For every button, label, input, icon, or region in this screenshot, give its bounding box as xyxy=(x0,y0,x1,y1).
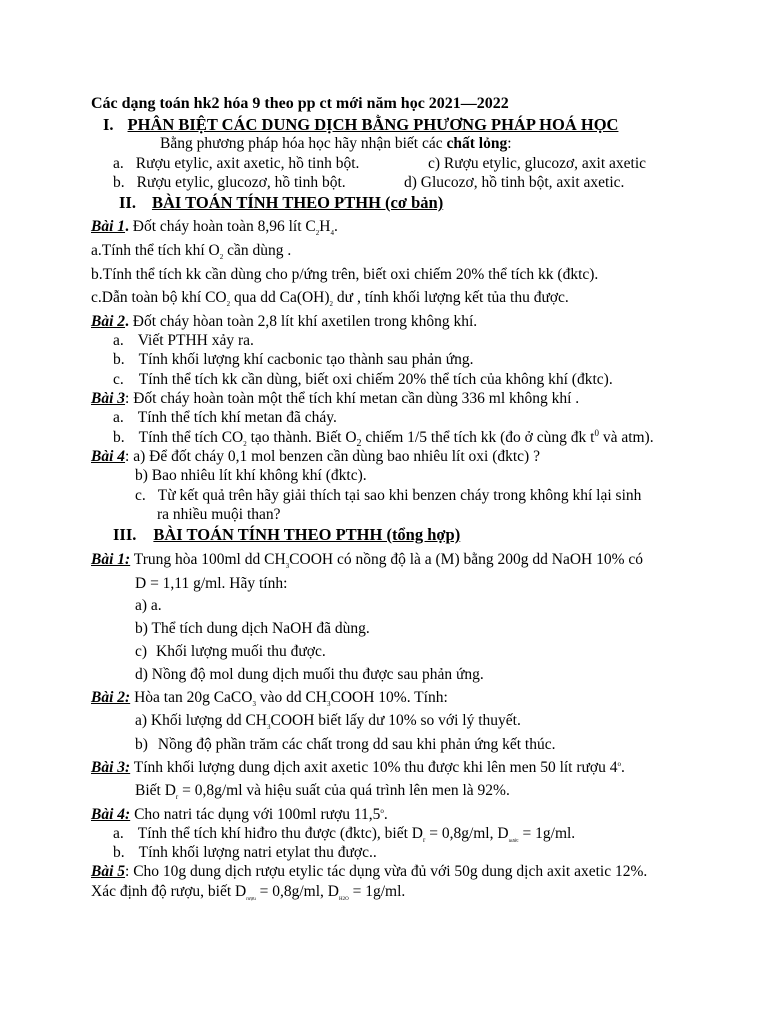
exercise-label: Bài 4: xyxy=(91,806,131,823)
question-label: a. xyxy=(113,409,124,426)
exercise-label: Bài 3: xyxy=(91,759,131,776)
exercise-text: COOH có nồng độ là a (M) bằng 200g dd NaOH 10% có xyxy=(289,551,644,568)
s2-bai-1: Bài 1. Đốt cháy hoàn toàn 8,96 lít $C_2H_4$. xyxy=(91,218,338,238)
s3-bai-3-line2 xyxy=(135,781,510,800)
exercise-text: Tính khối lượng dung dịch axit axetic 10% thu được khi lên men 50 lít rượu 4 xyxy=(130,759,618,776)
exercise-text: COOH 10%. Tính: xyxy=(330,689,448,706)
question-label: c. xyxy=(113,371,124,388)
s2-bai-2: Bài 2. Đốt cháy hòan toàn 2,8 lít khí axetilen trong không khí. xyxy=(91,313,478,330)
section-3-heading xyxy=(113,525,460,544)
s3-bai-2-a xyxy=(135,711,521,730)
section-number: III. xyxy=(113,525,137,544)
subscript: rượu xyxy=(246,897,256,903)
question-text: Khối lượng muối thu được. xyxy=(156,643,326,660)
question-text: COOH biết lấy dư 10% so với lý thuyết. xyxy=(270,712,521,729)
option-b xyxy=(113,173,346,192)
s3-bai-1-b xyxy=(135,619,370,638)
s2-bai-3-a xyxy=(113,408,337,427)
question-label: b. xyxy=(113,844,125,861)
option-d xyxy=(404,173,624,192)
question-text: Tính thể tích khí hiđro thu được (đktc), biết D xyxy=(137,825,423,842)
subscript: 2 xyxy=(219,253,224,262)
question-label: b) xyxy=(135,620,148,637)
question-text: Tính khối lượng natri etylat thu được.. xyxy=(138,844,377,861)
section-title: BÀI TOÁN TÍNH THEO PTHH (tổng hợp) xyxy=(153,525,461,544)
option-a xyxy=(113,154,359,173)
exercise-text: : Đốt cháy hoàn toàn một thể tích khí metan cần dùng 336 ml không khí . xyxy=(125,390,580,407)
s3-bai-2-b xyxy=(135,735,555,754)
superscript: 0 xyxy=(594,427,599,438)
question-text: Tính thể tích khí metan đã cháy. xyxy=(137,409,337,426)
s2-bai-4-b xyxy=(135,466,367,485)
intro-end: : xyxy=(507,135,512,152)
question-text: qua dd Ca(OH) xyxy=(230,289,330,306)
question-text: tạo thành. Biết O xyxy=(246,429,357,446)
question-text: a. xyxy=(150,597,162,614)
s2-bai-4-c-cont: ra nhiều muội than? xyxy=(157,506,281,523)
exercise-text: H xyxy=(319,218,331,235)
superscript: o xyxy=(380,806,384,815)
question-label: a. xyxy=(113,332,124,349)
intro-text: Bằng phương pháp hóa học hãy nhận biết các xyxy=(160,135,447,152)
question-label: b. xyxy=(113,351,125,368)
subscript: r xyxy=(175,793,179,802)
s3-bai-4-b xyxy=(113,843,377,862)
s2-bai-4-c xyxy=(135,486,641,505)
question-text: Viết PTHH xảy ra. xyxy=(137,332,254,349)
subscript: r xyxy=(422,836,426,845)
subscript: 2 xyxy=(226,300,231,309)
exercise-text: . xyxy=(621,759,625,776)
option-text: Rượu etylic, glucozơ, hồ tinh bột. xyxy=(136,174,346,191)
exercise-text: Trung hòa 100ml dd CH xyxy=(130,551,286,568)
exercise-label: Bài 3 xyxy=(91,390,126,407)
s2-bai-1-c xyxy=(91,288,569,307)
exercise-text: vào dd CH xyxy=(255,689,327,706)
subscript: 3 xyxy=(266,723,271,732)
option-text: Glucozơ, hồ tinh bột, axit axetic. xyxy=(420,174,625,191)
s3-bai-4-a xyxy=(113,824,575,843)
question-text: Khối lượng dd CH xyxy=(150,712,267,729)
subscript: 3 xyxy=(327,700,331,709)
subscript: 2 xyxy=(243,440,247,449)
section-number: II. xyxy=(119,193,136,212)
exercise-text: Cho natri tác dụng với 100ml rượu 11,5 xyxy=(130,806,381,823)
subscript: 3 xyxy=(252,700,256,709)
exercise-label: Bài 2: xyxy=(91,689,131,706)
option-text: Rượu etylic, axit axetic, hồ tinh bột. xyxy=(135,155,360,172)
exercise-label: Bài 1: xyxy=(91,551,131,568)
subscript: 3 xyxy=(285,562,290,571)
s2-bai-1-b: b.Tính thể tích kk cần dùng cho p/ứng trên, biết oxi chiếm 20% thể tích kk (đktc). xyxy=(91,266,599,283)
exercise-text: Biết D xyxy=(135,782,176,799)
question-label: b) xyxy=(135,736,148,753)
question-text: Thể tích dung dịch NaOH đã dùng. xyxy=(151,620,370,637)
exercise-text: . xyxy=(333,218,338,235)
option-label: a. xyxy=(113,155,124,172)
s2-bai-2-c xyxy=(113,370,613,389)
section-1-intro xyxy=(160,134,512,153)
question-text: Tính khối lượng khí cacbonic tạo thành sau phản ứng. xyxy=(138,351,474,368)
question-text: Bao nhiêu lít khí không khí (đktc). xyxy=(151,467,367,484)
subscript: nước xyxy=(508,839,519,845)
question-text: và atm). xyxy=(598,429,654,446)
s3-bai-4 xyxy=(91,805,388,824)
question-label: a) xyxy=(135,597,148,614)
exercise-text: . xyxy=(383,806,388,823)
superscript: o xyxy=(617,759,621,768)
option-label: c) xyxy=(428,155,441,172)
s2-bai-4 xyxy=(91,447,540,466)
exercise-text: Xác định độ rượu, biết D xyxy=(91,883,247,900)
option-c xyxy=(428,154,646,173)
exercise-label: Bài 5 xyxy=(91,863,126,880)
question-label: b) xyxy=(135,467,148,484)
s3-bai-3 xyxy=(91,758,625,777)
s3-bai-5 xyxy=(91,862,647,881)
s2-bai-3 xyxy=(91,389,579,408)
question-label: c) xyxy=(135,643,148,660)
question-text: chiếm 1/5 thể tích kk (đo ở cùng đk t xyxy=(361,429,595,446)
question-label: a) xyxy=(135,712,148,729)
section-title: BÀI TOÁN TÍNH THEO PTHH (cơ bản) xyxy=(151,193,444,212)
intro-bold: chất lỏng xyxy=(446,135,508,152)
s2-bai-2-b xyxy=(113,350,474,369)
exercise-text: Đốt cháy hoàn toàn 8,96 lít C xyxy=(132,218,316,235)
section-1-heading xyxy=(103,115,618,134)
exercise-label: Bài 1 xyxy=(91,218,126,235)
exercise-text: = 0,8g/ml, D xyxy=(255,883,339,900)
option-label: b. xyxy=(113,174,125,191)
question-label: a. xyxy=(113,825,124,842)
s2-bai-1-a xyxy=(91,241,291,260)
exercise-text: = 0,8g/ml và hiệu suất của quá trình lên men là 92%. xyxy=(178,782,510,799)
subscript: 2 xyxy=(329,300,334,309)
document-title: Các dạng toán hk2 hóa 9 theo pp ct mới năm học 2021—2022 xyxy=(91,95,509,112)
exercise-text: : Cho 10g dung dịch rượu etylic tác dụng vừa đủ với 50g dung dịch axit axetic 12%. xyxy=(125,863,648,880)
question-text: = 1g/ml. xyxy=(518,825,576,842)
question-text: c.Dẫn toàn bộ khí CO xyxy=(91,289,227,306)
exercise-label: Bài 4 xyxy=(91,448,126,465)
question-label: c. xyxy=(135,487,146,504)
exercise-label: Bài 2 xyxy=(91,313,126,330)
subscript: 2 xyxy=(315,229,320,238)
question-text: dư , tính khối lượng kết tủa thu được. xyxy=(333,289,569,306)
option-text: Rượu etylic, glucozơ, axit axetic xyxy=(443,155,647,172)
option-label: d) xyxy=(404,174,417,191)
s3-bai-1-line2: D = 1,11 g/ml. Hãy tính: xyxy=(135,575,288,592)
question-label: d) xyxy=(135,666,148,683)
exercise-text: : a) Để đốt cháy 0,1 mol benzen cần dùng bao nhiêu lít oxi (đktc) ? xyxy=(125,448,540,465)
question-text: Tính thể tích CO xyxy=(138,429,244,446)
question-text: a.Tính thể tích khí O xyxy=(91,242,220,259)
s3-bai-5-line2 xyxy=(91,882,405,901)
exercise-text: Đốt cháy hòan toàn 2,8 lít khí axetilen trong không khí. xyxy=(132,313,478,330)
question-text: Từ kết quả trên hãy giải thích tại sao khi benzen cháy trong không khí lại sinh xyxy=(157,487,642,504)
section-number: I. xyxy=(103,115,114,134)
s2-bai-2-a xyxy=(113,331,254,350)
question-text: Nồng độ phần trăm các chất trong dd sau khi phản ứng kết thúc. xyxy=(157,736,556,753)
section-2-heading xyxy=(119,193,443,212)
s3-bai-1-c xyxy=(135,642,326,661)
subscript: 2 xyxy=(356,438,362,450)
s2-bai-3-b xyxy=(113,427,654,450)
question-text: Nồng độ mol dung dịch muối thu được sau phản ứng. xyxy=(151,666,484,683)
s3-bai-1-a xyxy=(135,596,162,615)
exercise-text: = 1g/ml. xyxy=(348,883,406,900)
section-title: PHÂN BIỆT CÁC DUNG DỊCH BẰNG PHƯƠNG PHÁP HOÁ HỌC xyxy=(127,115,619,134)
question-label: b. xyxy=(113,429,125,446)
s3-bai-1-d xyxy=(135,665,484,684)
question-text: Tính thể tích kk cần dùng, biết oxi chiếm 20% thể tích của không khí (đktc). xyxy=(138,371,613,388)
subscript: 4 xyxy=(330,229,334,238)
s3-bai-1 xyxy=(91,550,643,569)
question-text: cần dùng . xyxy=(223,242,292,259)
subscript: H2O xyxy=(338,897,349,903)
question-text: = 0,8g/ml, D xyxy=(425,825,509,842)
exercise-text: Hòa tan 20g CaCO xyxy=(130,689,253,706)
s3-bai-2 xyxy=(91,688,448,707)
